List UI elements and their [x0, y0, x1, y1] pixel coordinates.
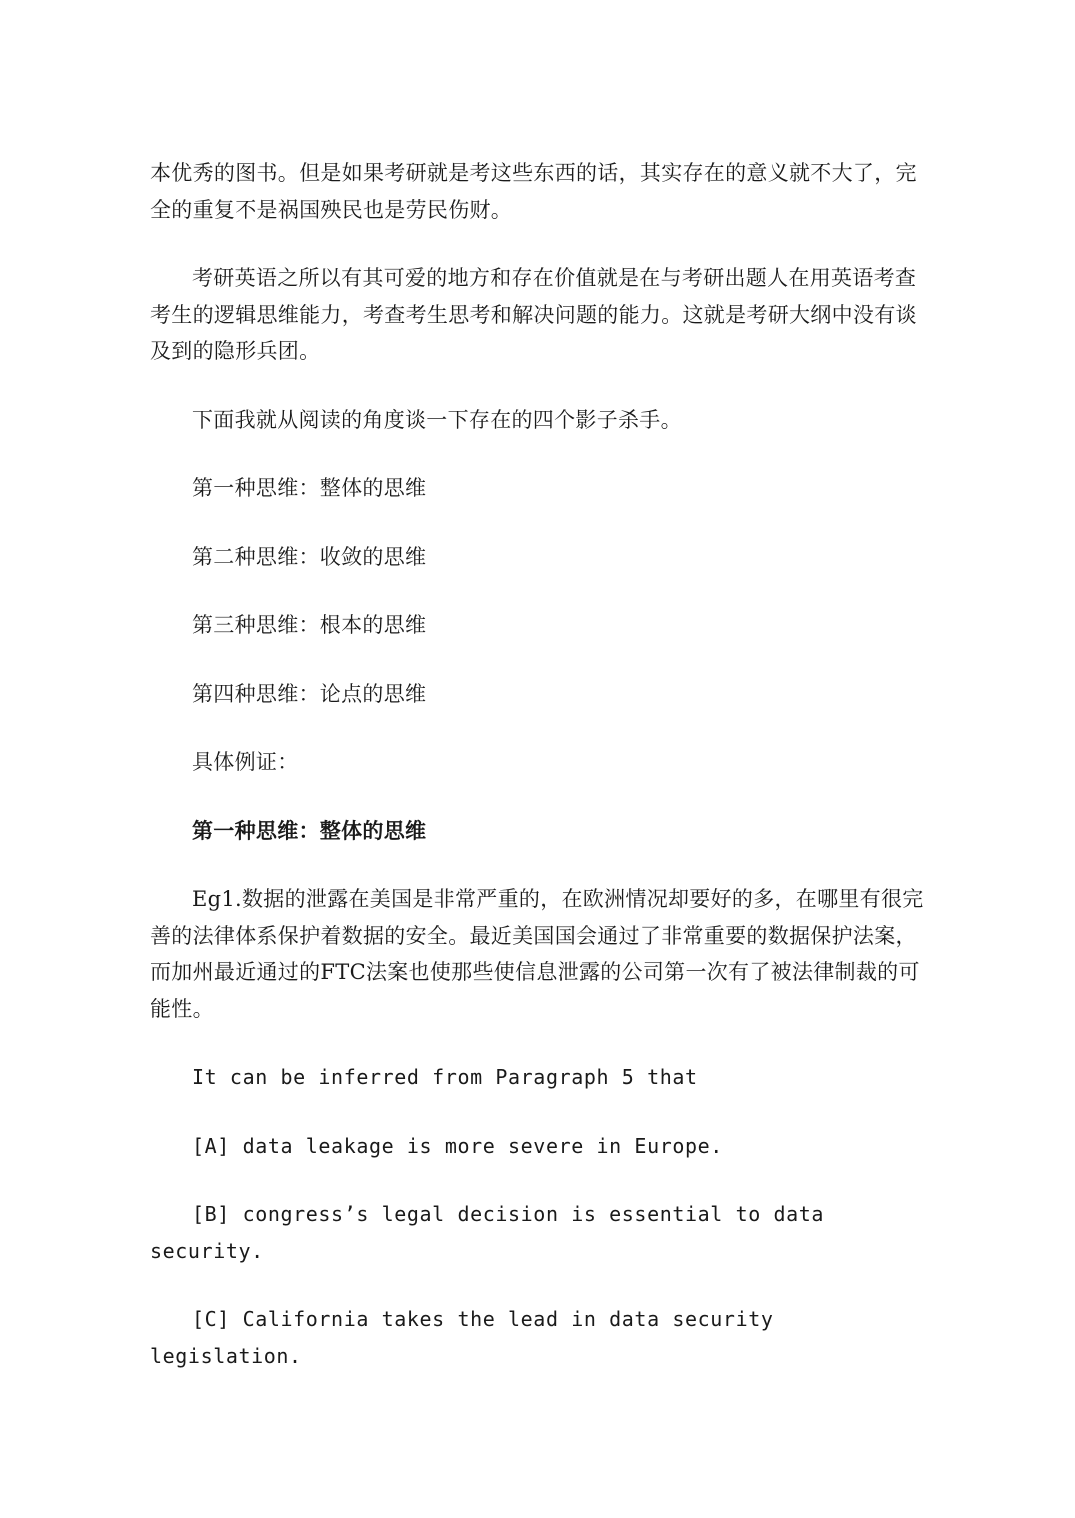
- option-b: [B] congress’s legal decision is essential to data security.: [150, 1202, 825, 1263]
- option-a: [A] data leakage is more severe in Europe.: [192, 1133, 723, 1158]
- document-page: [150, 155, 930, 1374]
- question-stem: It can be inferred from Paragraph 5 that: [192, 1065, 698, 1089]
- paragraph-examples-label: 具体例证：: [192, 750, 299, 774]
- section-heading-thinking-1: 第一种思维：整体的思维: [192, 817, 427, 843]
- paragraph-four-killers: 下面我就从阅读的角度谈一下存在的四个影子杀手。: [192, 407, 682, 432]
- list-item-thinking-3: 第三种思维：根本的思维: [192, 613, 427, 637]
- paragraph-example-1: Eg1.数据的泄露在美国是非常严重的，在欧洲情况却要好的多，在哪里有很完善的法律体系保护着数据的安全。最近美国国会通过了非常重要的数据保护法案，而加州最近通过的FTC法案也使那些使信息泄露的公司第一次有了被法律制裁的可能性。: [150, 887, 924, 1021]
- paragraph-hidden-army: 考研英语之所以有其可爱的地方和存在价值就是在与考研出题人在用英语考查考生的逻辑思维能力，考查考生思考和解决问题的能力。这就是考研大纲中没有谈及到的隐形兵团。: [150, 266, 917, 363]
- list-item-thinking-4: 第四种思维：论点的思维: [192, 681, 427, 706]
- list-item-thinking-1: 第一种思维：整体的思维: [192, 476, 427, 500]
- paragraph-intro-continuation: 本优秀的图书。但是如果考研就是考这些东西的话，其实存在的意义就不大了，完全的重复不是祸国殃民也是劳民伤财。: [150, 161, 917, 222]
- list-item-thinking-2: 第二种思维：收敛的思维: [192, 544, 427, 569]
- option-c: [C] California takes the lead in data security legislation.: [150, 1307, 774, 1368]
